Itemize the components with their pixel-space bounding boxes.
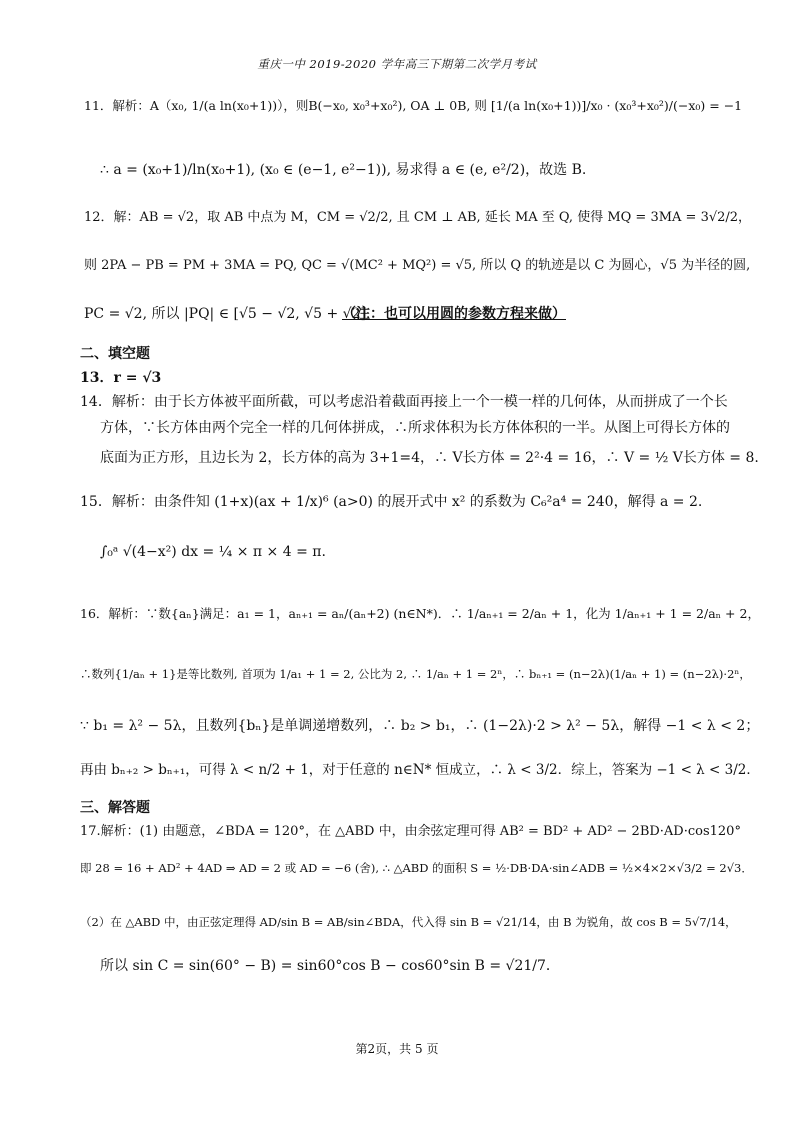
q17-line4: 所以 sin C = sin(60° − B) = sin60°cos B − cos60°sin B = √21/7． bbox=[100, 958, 560, 974]
q12-line3: PC = √2, 所以 |PQ| ∈ [√5 − √2, √5 + √2]. bbox=[84, 306, 371, 322]
q15-line2: ∫₀ᵃ √(4−x²) dx = ¼ × π × 4 = π. bbox=[100, 544, 326, 560]
q13: 13．r = √3 bbox=[80, 370, 162, 386]
q17-line3: （2）在 △ABD 中，由正弦定理得 AD/sin B = AB/sin∠BDA，代入得 sin B = √21/14，由 B 为锐角，故 cos B = 5√7/14， bbox=[80, 915, 737, 929]
page-header: 重庆一中 2019-2020 学年高三下期第二次学月考试 bbox=[257, 57, 537, 71]
section-fill-blank: 二、填空题 bbox=[80, 346, 150, 362]
q17-line2: 即 28 = 16 + AD² + 4AD ⇒ AD = 2 或 AD = −6 (舍), ∴ △ABD 的面积 S = ½·DB·DA·sin∠ADB = ½×4×2×√3/2 = 2√3． bbox=[80, 861, 753, 875]
q14-line3: 底面为正方形，且边长为 2，长方体的高为 3+1=4，∴ V长方体 = 2²·4 = 16，∴ V = ½ V长方体 = 8. bbox=[100, 450, 759, 466]
q15-line1: 15．解析：由条件知 (1+x)(ax + 1/x)⁶ (a>0) 的展开式中 x² 的系数为 C₆²a⁴ = 240，解得 a = 2. bbox=[80, 494, 703, 510]
section-answer: 三、解答题 bbox=[80, 800, 150, 816]
page-footer: 第2页，共 5 页 bbox=[355, 1042, 439, 1056]
q16-line2: ∴数列{1/aₙ + 1}是等比数列, 首项为 1/a₁ + 1 = 2, 公比为 2, ∴ 1/aₙ + 1 = 2ⁿ，∴ bₙ₊₁ = (n−2λ)(1/aₙ + 1) = (n−2λ)·2ⁿ， bbox=[80, 667, 751, 681]
q12-line2: 则 2PA − PB = PM + 3MA = PQ, QC = √(MC² + MQ²) = √5, 所以 Q 的轨迹是以 C 为圆心，√5 为半径的圆, bbox=[84, 258, 751, 273]
q17-line1: 17.解析：(1) 由题意，∠BDA = 120°，在 △ABD 中，由余弦定理可得 AB² = BD² + AD² − 2BD·AD·cos120° bbox=[80, 824, 741, 839]
q16-line4: 再由 bₙ₊₂ > bₙ₊₁，可得 λ < n/2 + 1，对于任意的 n∈N* 恒成立，∴ λ < 3/2．综上，答案为 −1 < λ < 3/2． bbox=[80, 762, 760, 778]
q16-line3: ∵ b₁ = λ² − 5λ，且数列{bₙ}是单调递增数列，∴ b₂ > b₁，∴ (1−2λ)·2 > λ² − 5λ，解得 −1 < λ < 2； bbox=[80, 718, 760, 734]
q14-line1: 14．解析：由于长方体被平面所截，可以考虑沿着截面再接上一个一模一样的几何体，从而拼成了一个长 bbox=[80, 394, 728, 410]
q12-note: （注：也可以用圆的参数方程来做） bbox=[342, 306, 566, 322]
q16-line1: 16．解析：∵数{aₙ}满足：a₁ = 1，aₙ₊₁ = aₙ/(aₙ+2) (n∈N*)．∴ 1/aₙ₊₁ = 2/aₙ + 1，化为 1/aₙ₊₁ + 1 = 2/aₙ + 2， bbox=[80, 606, 760, 621]
q12-line1: 12．解：AB = √2，取 AB 中点为 M，CM = √2/2, 且 CM ⊥ AB, 延长 MA 至 Q, 使得 MQ = 3MA = 3√2/2， bbox=[84, 210, 752, 225]
q14-line2: 方体，∵长方体由两个完全一样的几何体拼成，∴所求体积为长方体体积的一半。从图上可得长方体的 bbox=[100, 420, 730, 436]
q11-line1: 11．解析：A（x₀, 1/(a ln(x₀+1))），则B(−x₀, x₀³+x₀²), OA ⊥ 0B, 则 [1/(a ln(x₀+1))]/x₀ · (x₀³+x₀²)/(−x₀) = −1 bbox=[84, 98, 743, 113]
q11-line2: ∴ a = (x₀+1)/ln(x₀+1), (x₀ ∈ (e−1, e²−1)), 易求得 a ∈ (e, e²/2)，故选 B. bbox=[100, 162, 587, 178]
